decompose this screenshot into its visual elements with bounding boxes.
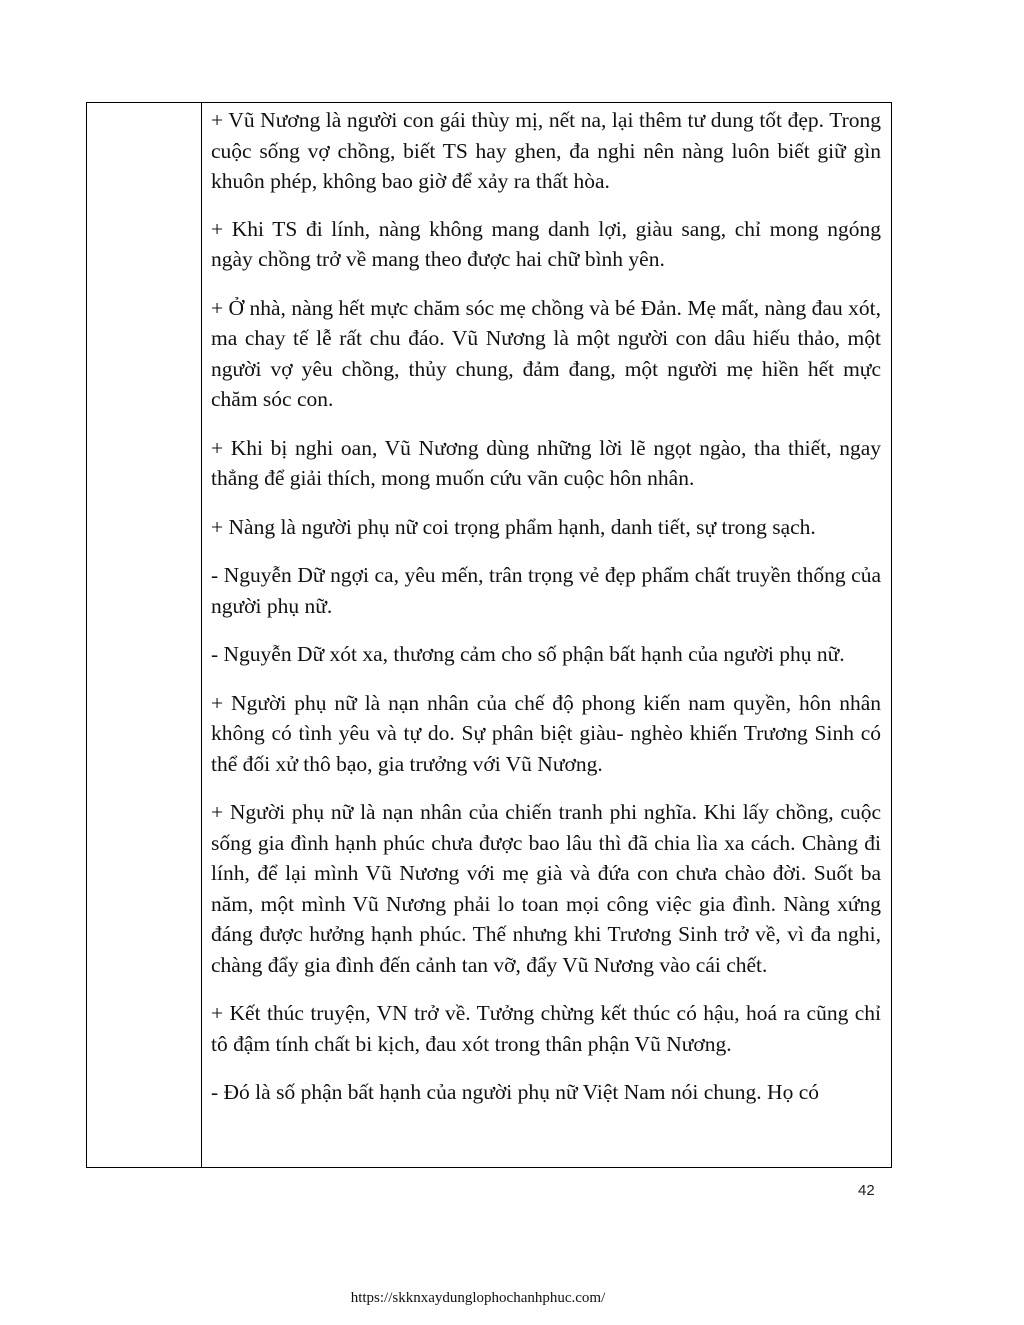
- footer-url[interactable]: https://skknxaydunglophochanhphuc.com/: [350, 1290, 606, 1306]
- table-left-column: [87, 103, 202, 1167]
- paragraph: + Ở nhà, nàng hết mực chăm sóc mẹ chồng và bé Đản. Mẹ mất, nàng đau xót, ma chay tế lễ rất chu đáo. Vũ Nương là một người con dâu hiếu thảo, một người vợ yêu chồng, thủy chung, đảm đang, một người mẹ hiền hết mực chăm sóc con.: [211, 295, 881, 411]
- paragraph: + Người phụ nữ là nạn nhân của chế độ phong kiến nam quyền, hôn nhân không có tình yêu và tự do. Sự phân biệt giàu- nghèo khiến Trương Sinh có thể đối xử thô bạo, gia trưởng với Vũ Nương.: [211, 690, 881, 776]
- paragraph: + Khi bị nghi oan, Vũ Nương dùng những lời lẽ ngọt ngào, tha thiết, ngay thẳng để giải thích, mong muốn cứu vãn cuộc hôn nhân.: [211, 435, 881, 490]
- paragraph: + Kết thúc truyện, VN trở về. Tưởng chừng kết thúc có hậu, hoá ra cũng chỉ tô đậm tính chất bi kịch, đau xót trong thân phận Vũ Nương.: [211, 1001, 881, 1056]
- page-number: 42: [858, 1182, 875, 1199]
- paragraph: + Nàng là người phụ nữ coi trọng phẩm hạnh, danh tiết, sự trong sạch.: [211, 514, 816, 539]
- paragraph: + Người phụ nữ là nạn nhân của chiến tranh phi nghĩa. Khi lấy chồng, cuộc sống gia đình hạnh phúc chưa được bao lâu thì đã chia lìa xa cách. Chàng đi lính, để lại mình Vũ Nương với mẹ già và đứa con chưa chào đời. Suốt ba năm, một mình Vũ Nương phải lo toan mọi công việc gia đình. Nàng xứng đáng được hưởng hạnh phúc. Thế nhưng khi Trương Sinh trở về, vì đa nghi, chàng đẩy gia đình đến cảnh tan vỡ, đẩy Vũ Nương vào cái chết.: [211, 800, 881, 977]
- paragraph: + Vũ Nương là người con gái thùy mị, nết na, lại thêm tư dung tốt đẹp. Trong cuộc sống vợ chồng, biết TS hay ghen, đa nghi nên nàng luôn biết giữ gìn khuôn phép, không bao giờ để xảy ra thất hòa.: [211, 108, 881, 193]
- paragraph: - Nguyễn Dữ ngợi ca, yêu mến, trân trọng vẻ đẹp phẩm chất truyền thống của người phụ nữ.: [211, 563, 881, 618]
- content-table: [86, 102, 892, 1168]
- paragraph: + Khi TS đi lính, nàng không mang danh lợi, giàu sang, chỉ mong ngóng ngày chồng trở về mang theo được hai chữ bình yên.: [211, 216, 881, 271]
- table-right-column: [202, 103, 891, 1167]
- paragraph: - Nguyễn Dữ xót xa, thương cảm cho số phận bất hạnh của người phụ nữ.: [211, 642, 845, 666]
- paragraph: - Đó là số phận bất hạnh của người phụ nữ Việt Nam nói chung. Họ có: [211, 1080, 819, 1104]
